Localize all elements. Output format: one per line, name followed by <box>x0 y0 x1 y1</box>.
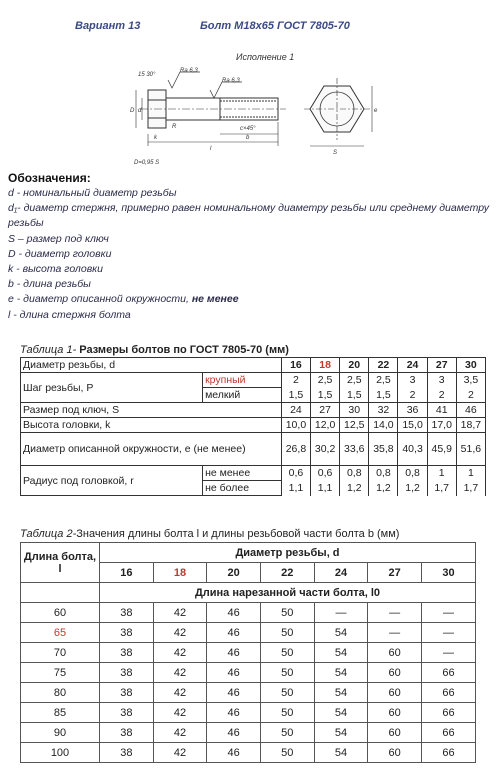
value-cell: — <box>368 623 422 643</box>
table-row <box>21 663 476 683</box>
value-cell: 38 <box>100 703 154 723</box>
table1-caption: Таблица 1- Размеры болтов по ГОСТ 7805-70 (мм) <box>20 344 289 356</box>
value-cell: 54 <box>314 723 368 743</box>
length-cell: 60 <box>21 603 100 623</box>
value-cell: 42 <box>153 723 207 743</box>
drawing-note: D=0,95 S <box>134 160 160 166</box>
table-row: Радиус под головкой, r не менее 0,6 0,6 0,8 0,8 0,8 1 1 <box>21 466 486 481</box>
table-row <box>21 623 476 643</box>
value-cell: 46 <box>207 723 261 743</box>
value-cell: 42 <box>153 703 207 723</box>
value-cell: 60 <box>368 723 422 743</box>
roughness-1: Ra 6,3 <box>180 68 198 74</box>
length-cell: 80 <box>21 683 100 703</box>
value-cell: 46 <box>207 703 261 723</box>
value-cell: 66 <box>421 683 475 703</box>
table-row <box>21 583 476 603</box>
value-cell: 38 <box>100 623 154 643</box>
table-row <box>21 683 476 703</box>
value-cell: 46 <box>207 643 261 663</box>
dim-e: e <box>374 108 378 114</box>
value-cell: 66 <box>421 663 475 683</box>
value-cell: 42 <box>153 663 207 683</box>
table2-caption: Таблица 2-Значения длины болта l и длины резьбовой части болта b (мм) <box>20 528 400 540</box>
table1 <box>20 357 486 496</box>
thread-length-label: Длина нарезанной части болта, l0 <box>100 583 476 603</box>
value-cell: 38 <box>100 743 154 763</box>
legend-item: d - номинальный диаметр резьбы <box>8 187 177 199</box>
length-label: Длина болта, l <box>21 543 100 583</box>
value-cell: 54 <box>314 663 368 683</box>
value-cell: 46 <box>207 623 261 643</box>
value-cell: 54 <box>314 743 368 763</box>
legend-item: b - длина резьбы <box>8 278 91 291</box>
value-cell: 38 <box>100 663 154 683</box>
value-cell: 42 <box>153 743 207 763</box>
head-height-label: Высота головки, k <box>21 418 282 433</box>
value-cell: 50 <box>260 623 314 643</box>
value-cell: 46 <box>207 603 261 623</box>
value-cell: 50 <box>260 723 314 743</box>
value-cell: 50 <box>260 663 314 683</box>
value-cell: 38 <box>100 723 154 743</box>
legend-item: e - диаметр описанной окружности, не менее <box>8 293 239 306</box>
value-cell: 54 <box>314 703 368 723</box>
length-cell: 70 <box>21 643 100 663</box>
value-cell: 46 <box>207 743 261 763</box>
legend-item: S – размер под ключ <box>8 232 109 245</box>
legend-item: k - высота головки <box>8 263 103 276</box>
value-cell: — <box>421 623 475 643</box>
value-cell: — <box>314 603 368 623</box>
table2 <box>20 542 476 763</box>
value-cell: — <box>421 643 475 663</box>
table-row: не более 1,1 1,1 1,2 1,2 1,2 1,7 1,7 <box>21 481 486 496</box>
table-row: Высота головки, k 10,0 12,0 12,5 14,0 15,0 17,0 18,7 <box>21 418 486 433</box>
execution-label: Исполнение 1 <box>236 52 295 62</box>
value-cell: 60 <box>368 683 422 703</box>
legend-emphasis: не менее <box>191 293 239 306</box>
diameter-label: Диаметр резьбы, d <box>100 543 476 563</box>
length-cell: 65 <box>21 623 100 643</box>
table-row: Диаметр описанной окружности, e (не менее) 26,8 30,2 33,6 35,8 40,3 45,9 51,6 <box>21 433 486 466</box>
value-cell: 60 <box>368 643 422 663</box>
length-cell: 90 <box>21 723 100 743</box>
value-cell: 60 <box>368 703 422 723</box>
roughness-2: Ra 6,3 <box>222 78 240 84</box>
circle-label: Диаметр описанной окружности, e (не менее) <box>21 433 282 466</box>
dim-chamfer: c×45° <box>240 126 256 132</box>
value-cell: 66 <box>421 723 475 743</box>
value-cell: 42 <box>153 643 207 663</box>
table-row: Размер под ключ, S 24 27 30 32 36 41 46 <box>21 403 486 418</box>
value-cell: 38 <box>100 643 154 663</box>
legend-title: Обозначения: <box>8 171 91 185</box>
value-cell: 50 <box>260 703 314 723</box>
value-cell: 42 <box>153 623 207 643</box>
value-cell: 60 <box>368 663 422 683</box>
value-cell: 42 <box>153 603 207 623</box>
value-cell: 66 <box>421 703 475 723</box>
legend-item: d₁- диаметр стержня, примерно равен номинальному диаметру резьбы или среднему диаметру резьбы <box>8 202 490 230</box>
table-row: Шаг резьбы, P крупный 2 2,5 2,5 2,5 3 3 3,5 <box>21 373 486 388</box>
table-row <box>21 723 476 743</box>
dim-l: l <box>210 146 212 152</box>
value-cell: 50 <box>260 643 314 663</box>
length-cell: 100 <box>21 743 100 763</box>
dim-S: S <box>333 150 338 156</box>
variant-label: Вариант 13 <box>75 20 141 32</box>
legend-item: D - диаметр головки <box>8 247 112 260</box>
bolt-drawing <box>128 42 388 170</box>
coarse-label: крупный <box>203 373 282 388</box>
value-cell: 46 <box>207 663 261 683</box>
thread-diameter-label: Диаметр резьбы, d <box>21 358 282 373</box>
fine-label: мелкий <box>203 388 282 403</box>
legend-item: l - длина стержня болта <box>8 308 131 321</box>
table-row <box>21 643 476 663</box>
table-row <box>21 543 476 563</box>
rmin-label: не менее <box>203 466 282 481</box>
dim-d: d <box>138 108 142 114</box>
value-cell: 66 <box>421 743 475 763</box>
table-row: Диаметр резьбы, d 16 18 20 22 24 27 30 <box>21 358 486 373</box>
value-cell: — <box>368 603 422 623</box>
dim-R: R <box>172 124 177 130</box>
length-cell: 85 <box>21 703 100 723</box>
length-cell: 75 <box>21 663 100 683</box>
table-row <box>21 603 476 623</box>
value-cell: 54 <box>314 623 368 643</box>
dim-D: D <box>130 108 135 114</box>
value-cell: 50 <box>260 683 314 703</box>
table-row <box>21 703 476 723</box>
value-cell: 42 <box>153 683 207 703</box>
rmax-label: не более <box>203 481 282 496</box>
value-cell: 50 <box>260 603 314 623</box>
dim-k: k <box>154 135 157 141</box>
radius-label: Радиус под головкой, r <box>21 466 203 496</box>
bolt-designation: Болт М18х65 ГОСТ 7805-70 <box>200 20 350 32</box>
wrench-label: Размер под ключ, S <box>21 403 282 418</box>
angle-label: 15 30° <box>138 72 156 78</box>
value-cell: 54 <box>314 683 368 703</box>
table-row <box>21 743 476 763</box>
table-row: мелкий 1,5 1,5 1,5 1,5 2 2 2 <box>21 388 486 403</box>
table-row: 16 18 20 22 24 27 30 <box>21 563 476 583</box>
value-cell: 38 <box>100 603 154 623</box>
value-cell: 38 <box>100 683 154 703</box>
legend-list <box>8 186 492 323</box>
value-cell: 54 <box>314 643 368 663</box>
dim-b: b <box>246 135 250 141</box>
value-cell: — <box>421 603 475 623</box>
value-cell: 50 <box>260 743 314 763</box>
value-cell: 60 <box>368 743 422 763</box>
pitch-label: Шаг резьбы, P <box>21 373 203 403</box>
value-cell: 46 <box>207 683 261 703</box>
